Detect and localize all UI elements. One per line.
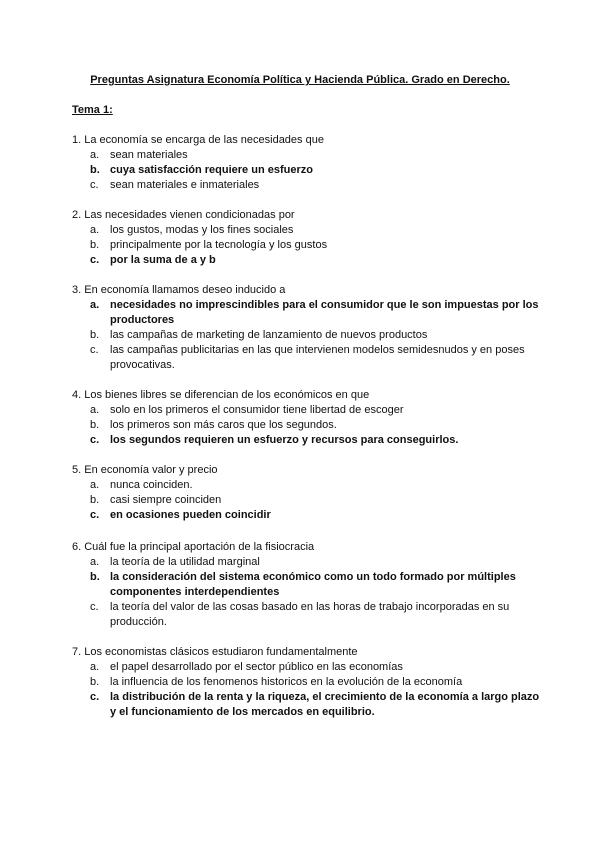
option-a: a. solo en los primeros el consumidor tiene libertad de escoger bbox=[90, 404, 404, 416]
option-a: a. nunca coinciden. bbox=[90, 479, 193, 491]
option-c-correct: c. la distribución de la renta y la riqueza, el crecimiento de la economía a largo plazo y el funcionamiento de los mercados en equilibrio. bbox=[90, 691, 540, 718]
question-text: 3. En economía llamamos deseo inducido a bbox=[72, 284, 286, 296]
question-text: 7. Los economistas clásicos estudiaron fundamentalmente bbox=[72, 646, 358, 658]
option-c-correct: c. por la suma de a y b bbox=[90, 254, 216, 266]
option-c: c. la teoría del valor de las cosas basado en las horas de trabajo incorporadas en su producción. bbox=[90, 601, 510, 628]
question-5 bbox=[72, 463, 542, 523]
option-c-correct: c. los segundos requieren un esfuerzo y recursos para conseguirlos. bbox=[90, 434, 459, 446]
question-2 bbox=[72, 208, 542, 268]
option-b: b. los primeros son más caros que los segundos. bbox=[90, 419, 337, 431]
question-text: 6. Cuál fue la principal aportación de la fisiocracia bbox=[72, 541, 315, 553]
option-a: a. el papel desarrollado por el sector público en las economías bbox=[90, 661, 403, 673]
option-a: a. los gustos, modas y los fines sociales bbox=[90, 224, 294, 236]
topic-heading: Tema 1: bbox=[72, 104, 113, 116]
question-text: 2. Las necesidades vienen condicionadas por bbox=[72, 209, 295, 221]
option-b-correct: b. cuya satisfacción requiere un esfuerzo bbox=[90, 164, 313, 176]
option-a-correct: a. necesidades no imprescindibles para el consumidor que le son impuestas por los productores bbox=[90, 299, 539, 326]
question-text: 1. La economía se encarga de las necesidades que bbox=[72, 134, 324, 146]
option-b: b. principalmente por la tecnología y los gustos bbox=[90, 239, 328, 251]
question-4 bbox=[72, 388, 542, 448]
question-6 bbox=[72, 540, 542, 630]
option-c: c. sean materiales e inmateriales bbox=[90, 179, 260, 191]
question-7 bbox=[72, 645, 542, 720]
option-b: b. la influencia de los fenomenos historicos en la evolución de la economía bbox=[90, 676, 463, 688]
question-text: 5. En economía valor y precio bbox=[72, 464, 218, 476]
question-text: 4. Los bienes libres se diferencian de los económicos en que bbox=[72, 389, 370, 401]
option-b-correct: b. la consideración del sistema económico como un todo formado por múltiples componentes interdependientes bbox=[90, 571, 516, 598]
option-b: b. las campañas de marketing de lanzamiento de nuevos productos bbox=[90, 329, 428, 341]
option-a: a. la teoría de la utilidad marginal bbox=[90, 556, 260, 568]
question-1 bbox=[72, 133, 542, 193]
option-a: a. sean materiales bbox=[90, 149, 188, 161]
question-3 bbox=[72, 283, 542, 373]
option-b: b. casi siempre coinciden bbox=[90, 494, 222, 506]
option-c: c. las campañas publicitarias en las que intervienen modelos semidesnudos y en poses provocativas. bbox=[90, 344, 525, 371]
document-title: Preguntas Asignatura Economía Política y Hacienda Pública. Grado en Derecho. bbox=[90, 74, 510, 86]
option-c-correct: c. en ocasiones pueden coincidir bbox=[90, 509, 271, 521]
